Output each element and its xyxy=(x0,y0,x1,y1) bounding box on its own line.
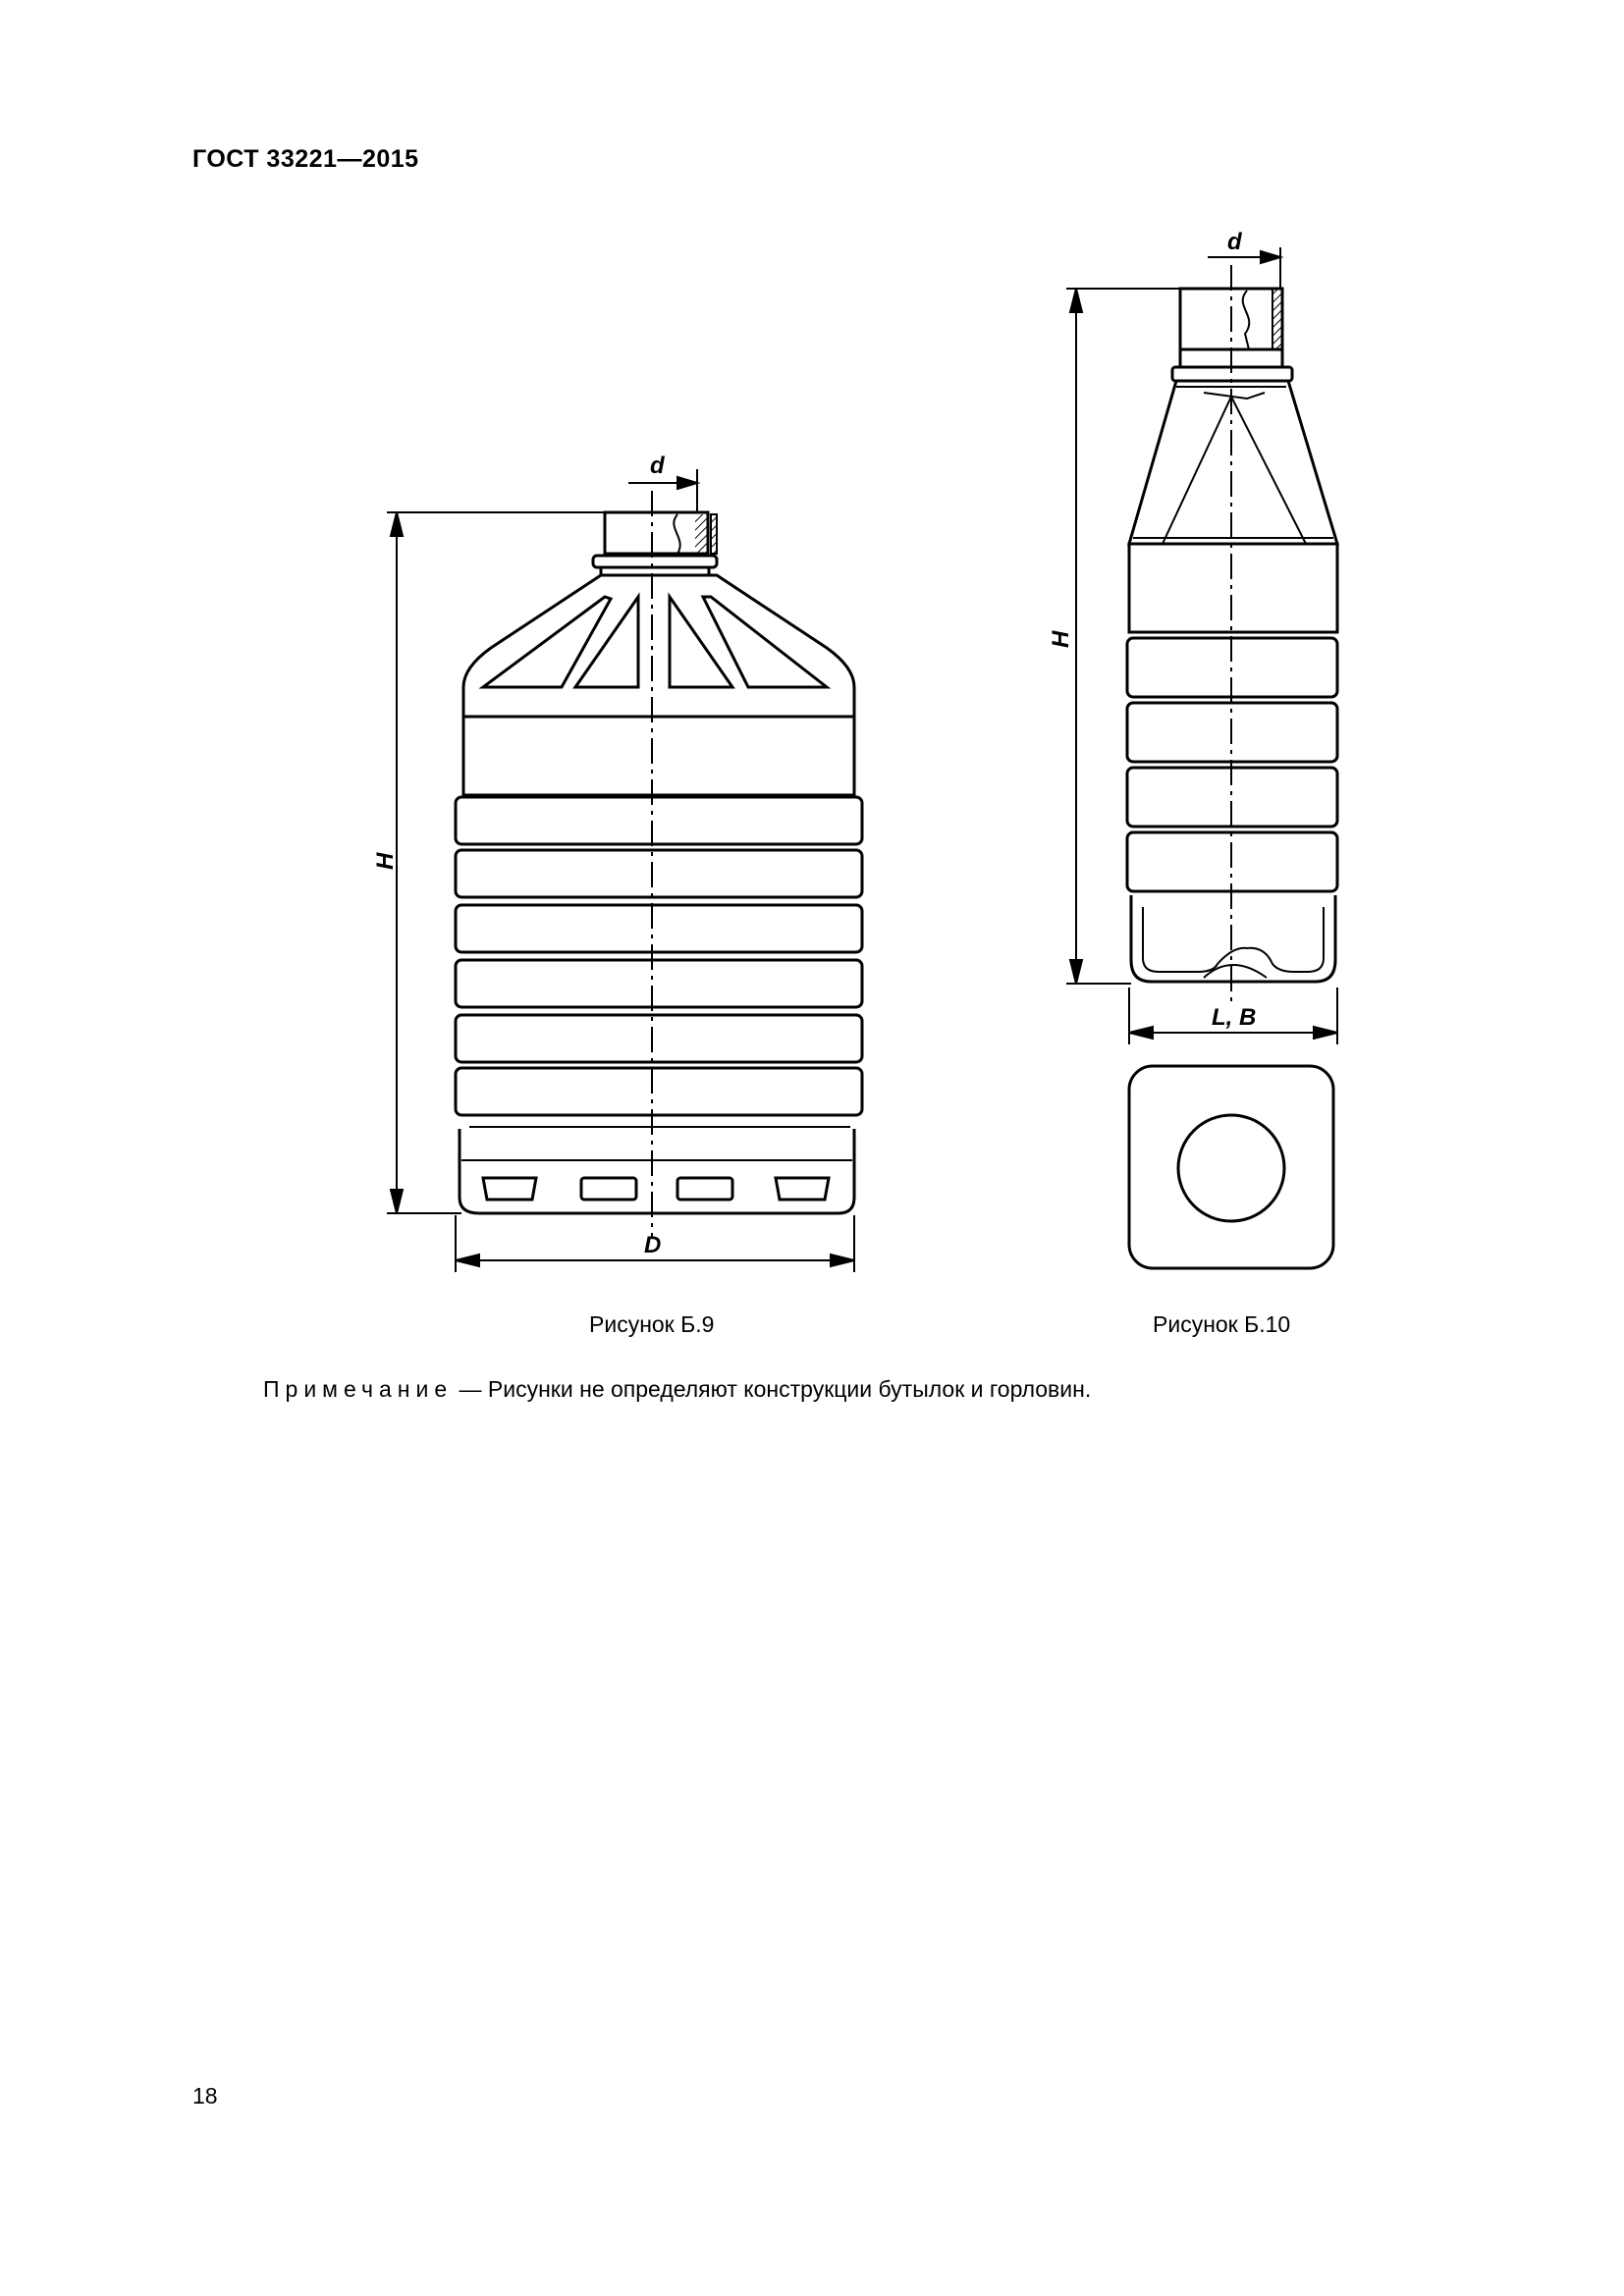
b10-dim-w: L, B xyxy=(1212,1004,1257,1031)
b9-dim-d: d xyxy=(650,453,665,479)
b10-top-view xyxy=(1129,1066,1333,1268)
note xyxy=(263,1376,1091,1403)
figure-caption-b9: Рисунок Б.9 xyxy=(589,1311,715,1337)
note-text: — Рисунки не определяют конструкции бутылок и горловин. xyxy=(453,1376,1092,1402)
figure-caption-b10: Рисунок Б.10 xyxy=(1153,1311,1291,1337)
b10-dim-d: d xyxy=(1227,229,1242,255)
figure-b9-drawing xyxy=(456,512,862,1213)
b9-neck xyxy=(605,512,708,554)
b9-dim-h: H xyxy=(372,852,399,870)
page-header: ГОСТ 33221—2015 xyxy=(192,145,419,173)
page-number: 18 xyxy=(192,2083,218,2109)
b9-dim-w: D xyxy=(644,1232,662,1258)
b10-dim-h: H xyxy=(1048,630,1074,648)
note-label: Примечание xyxy=(263,1376,454,1402)
